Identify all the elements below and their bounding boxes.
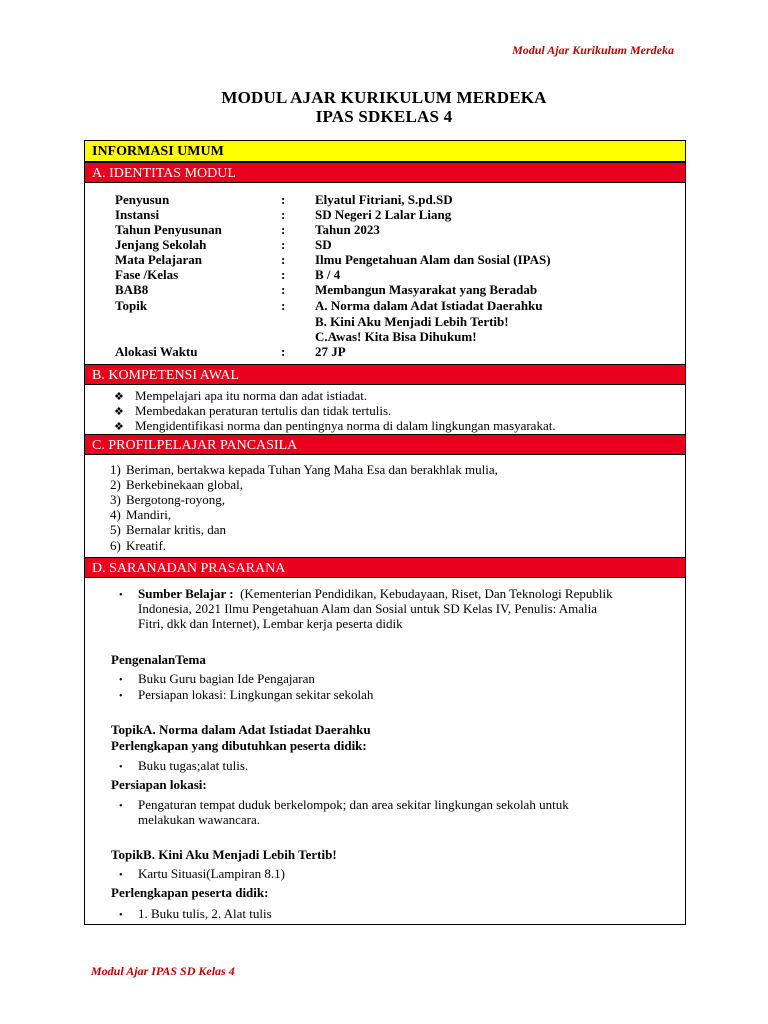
bullet-icon: • [119, 870, 123, 881]
identitas-value: SD [315, 237, 332, 252]
identitas-value: Elyatul Fitriani, S.pd.SD [315, 192, 453, 207]
identitas-colon: : [281, 237, 286, 252]
identitas-value: Tahun 2023 [315, 222, 380, 237]
sumber-belajar-label: Sumber Belajar : [138, 586, 234, 601]
diamond-bullet-icon: ❖ [114, 421, 124, 433]
bullet-icon: • [119, 590, 123, 601]
page-footer-text: Modul Ajar IPAS SD Kelas 4 [91, 964, 235, 978]
list-item: 1) Beriman, bertakwa kepada Tuhan Yang Maha Esa dan berakhlak mulia, [110, 462, 498, 477]
sumber-belajar-line: Fitri, dkk dan Internet), Lembar kerja peserta didik [138, 616, 403, 631]
topik-a-title: TopikA. Norma dalam Adat Istiadat Daerahku [111, 722, 371, 737]
identitas-label: Mata Pelajaran [115, 252, 203, 267]
identitas-value: A. Norma dalam Adat Istiadat Daerahku [315, 298, 543, 313]
identitas-label: Alokasi Waktu [115, 344, 198, 359]
identitas-label: Instansi [115, 207, 160, 222]
topik-a-perlengkapan: Perlengkapan yang dibutuhkan peserta didik: [111, 738, 367, 753]
list-item-text: Mengidentifikasi norma dan pentingnya norma di dalam lingkungan masyarakat. [135, 418, 556, 433]
identitas-value: 27 JP [315, 344, 346, 359]
diamond-bullet-icon: ❖ [114, 391, 124, 403]
bullet-icon: • [119, 762, 123, 773]
section-kompetensi-awal: B. KOMPETENSI AWAL [85, 364, 685, 385]
list-item: • Kartu Situasi(Lampiran 8.1) [119, 866, 285, 881]
identitas-topik-b: B. Kini Aku Menjadi Lebih Tertib! [315, 314, 509, 329]
bullet-icon: • [119, 801, 123, 812]
identitas-colon: : [281, 192, 286, 207]
bullet-icon: • [119, 675, 123, 686]
section-sarana-prasarana: D. SARANADAN PRASARANA [85, 557, 685, 578]
identitas-topik-c: C.Awas! Kita Bisa Dihukum! [315, 329, 477, 344]
list-item: 2) Berkebinekaan global, [110, 477, 243, 492]
document-subtitle: IPAS SDKELAS 4 [315, 107, 453, 126]
persiapan-lokasi-title: Persiapan lokasi: [111, 777, 207, 792]
section-informasi-umum: INFORMASI UMUM [85, 141, 685, 162]
identitas-value: Ilmu Pengetahuan Alam dan Sosial (IPAS) [315, 252, 551, 267]
module-info-table [84, 140, 686, 925]
identitas-label: BAB8 [115, 282, 149, 297]
identitas-colon: : [281, 267, 286, 282]
persiapan-lokasi-line: melakukan wawancara. [138, 812, 260, 827]
diamond-bullet-icon: ❖ [114, 406, 124, 418]
list-item: • Buku Guru bagian Ide Pengajaran [119, 671, 315, 686]
list-item-text: Membedakan peraturan tertulis dan tidak tertulis. [135, 403, 392, 418]
identitas-value: B / 4 [315, 267, 341, 282]
identitas-label: Tahun Penyusunan [115, 222, 222, 237]
identitas-colon: : [281, 282, 286, 297]
bullet-icon: • [119, 691, 123, 702]
perlengkapan-b-title: Perlengkapan peserta didik: [111, 885, 269, 900]
document-title: MODUL AJAR KURIKULUM MERDEKA [221, 88, 547, 107]
identitas-label: Fase /Kelas [115, 267, 179, 282]
sumber-belajar-line: Indonesia, 2021 Ilmu Pengetahuan Alam dan Sosial untuk SD Kelas IV, Penulis: Amalia [138, 601, 598, 616]
list-item: 3) Bergotong-royong, [110, 492, 226, 507]
list-item: • Pengaturan tempat duduk berkelompok; dan area sekitar lingkungan sekolah untuk [119, 797, 569, 812]
identitas-colon: : [281, 252, 286, 267]
list-item: 4) Mandiri, [110, 507, 172, 522]
list-item-text: Mempelajari apa itu norma dan adat istiadat. [135, 388, 368, 403]
identitas-colon: : [281, 344, 286, 359]
sumber-belajar-text: (Kementerian Pendidikan, Kebudayaan, Riset, Dan Teknologi Republik [240, 586, 613, 601]
page-header-text: Modul Ajar Kurikulum Merdeka [512, 43, 674, 57]
bullet-icon: • [119, 910, 123, 921]
list-item: • 1. Buku tulis, 2. Alat tulis [119, 906, 272, 921]
identitas-label: Topik [115, 298, 148, 313]
list-item: 5) Bernalar kritis, dan [110, 522, 226, 537]
section-profil-pelajar: C. PROFILPELAJAR PANCASILA [85, 434, 685, 455]
list-item: • Persiapan lokasi: Lingkungan sekitar sekolah [119, 687, 374, 702]
identitas-value: Membangun Masyarakat yang Beradab [315, 282, 538, 297]
identitas-label: Jenjang Sekolah [115, 237, 207, 252]
identitas-colon: : [281, 222, 286, 237]
list-item: 6) Kreatif. [110, 538, 167, 553]
pengenalan-tema-title: PengenalanTema [111, 652, 206, 667]
list-item [114, 418, 556, 435]
list-item: • Buku tugas;alat tulis. [119, 758, 249, 773]
identitas-colon: : [281, 207, 286, 222]
identitas-colon: : [281, 298, 286, 313]
section-identitas-modul: A. IDENTITAS MODUL [85, 162, 685, 183]
identitas-label: Penyusun [115, 192, 170, 207]
topik-b-title: TopikB. Kini Aku Menjadi Lebih Tertib! [111, 847, 337, 862]
identitas-value: SD Negeri 2 Lalar Liang [315, 207, 452, 222]
